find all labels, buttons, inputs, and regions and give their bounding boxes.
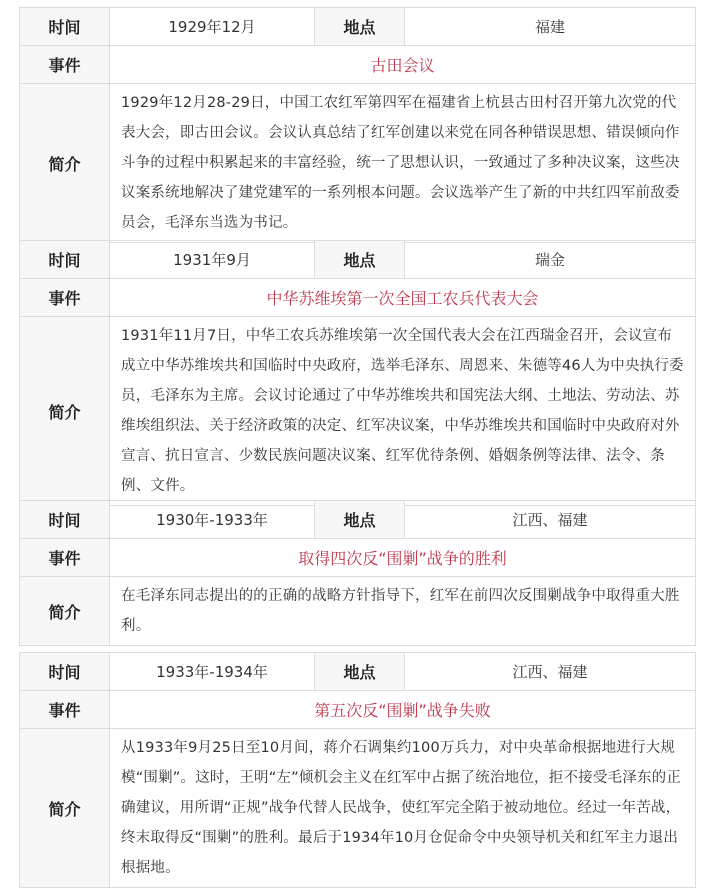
event-label: 事件 xyxy=(20,539,110,577)
event-card-fifth-campaign xyxy=(19,652,696,888)
event-title: 古田会议 xyxy=(110,46,696,84)
time-value: 1931年9月 xyxy=(110,241,315,279)
place-value: 江西、福建 xyxy=(405,653,696,691)
summary-text: 从1933年9月25日至10月间，蒋介石调集约100万兵力，对中央革命根据地进行大规模“围剿”。这时，王明“左”倾机会主义在红军中占据了统治地位，拒不接受毛泽东的正确建议，用所谓“正规”战争代替人民战争，使红军完全陷于被动地位。经过一年苦战，终末取得反“围剿”的胜利。最后于1934年10月仓促命令中央领导机关和红军主力退出根据地。 xyxy=(110,729,696,888)
place-label: 地点 xyxy=(315,653,405,691)
time-value: 1930年-1933年 xyxy=(110,501,315,539)
event-label: 事件 xyxy=(20,46,110,84)
summary-label: 简介 xyxy=(20,577,110,646)
place-value: 福建 xyxy=(405,8,696,46)
event-card-four-campaigns xyxy=(19,500,696,646)
event-label: 事件 xyxy=(20,279,110,317)
event-title: 取得四次反“围剿”战争的胜利 xyxy=(110,539,696,577)
summary-label: 简介 xyxy=(20,729,110,888)
time-value: 1933年-1934年 xyxy=(110,653,315,691)
time-label: 时间 xyxy=(20,8,110,46)
place-label: 地点 xyxy=(315,8,405,46)
place-label: 地点 xyxy=(315,241,405,279)
time-label: 时间 xyxy=(20,653,110,691)
time-label: 时间 xyxy=(20,241,110,279)
place-value: 江西、福建 xyxy=(405,501,696,539)
place-label: 地点 xyxy=(315,501,405,539)
time-value: 1929年12月 xyxy=(110,8,315,46)
summary-label: 简介 xyxy=(20,84,110,243)
event-card-gutian xyxy=(19,7,696,243)
event-card-soviet-congress xyxy=(19,240,696,506)
event-title: 第五次反“围剿”战争失败 xyxy=(110,691,696,729)
place-value: 瑞金 xyxy=(405,241,696,279)
summary-label: 简介 xyxy=(20,317,110,506)
event-label: 事件 xyxy=(20,691,110,729)
summary-text: 1931年11月7日，中华工农兵苏维埃第一次全国代表大会在江西瑞金召开，会议宣布成立中华苏维埃共和国临时中央政府，选举毛泽东、周恩来、朱德等46人为中央执行委员，毛泽东为主席。会议讨论通过了中华苏维埃共和国宪法大纲、土地法、劳动法、苏维埃组织法、关于经济政策的决定、红军决议案，中华苏维埃共和国临时中央政府对外宣言、抗日宣言、少数民族问题决议案、红军优待条例、婚姻条例等法律、法令、条例、文件。 xyxy=(110,317,696,506)
event-title: 中华苏维埃第一次全国工农兵代表大会 xyxy=(110,279,696,317)
summary-text: 1929年12月28-29日，中国工农红军第四军在福建省上杭县古田村召开第九次党的代表大会，即古田会议。会议认真总结了红军创建以来党在同各种错误思想、错误倾向作斗争的过程中积累起来的丰富经验，统一了思想认识，一致通过了多种决议案，这些决议案系统地解决了建党建军的一系列根本问题。会议选举产生了新的中共红四军前敌委员会，毛泽东当选为书记。 xyxy=(110,84,696,243)
summary-text: 在毛泽东同志提出的的正确的战略方针指导下，红军在前四次反围剿战争中取得重大胜利。 xyxy=(110,577,696,646)
time-label: 时间 xyxy=(20,501,110,539)
